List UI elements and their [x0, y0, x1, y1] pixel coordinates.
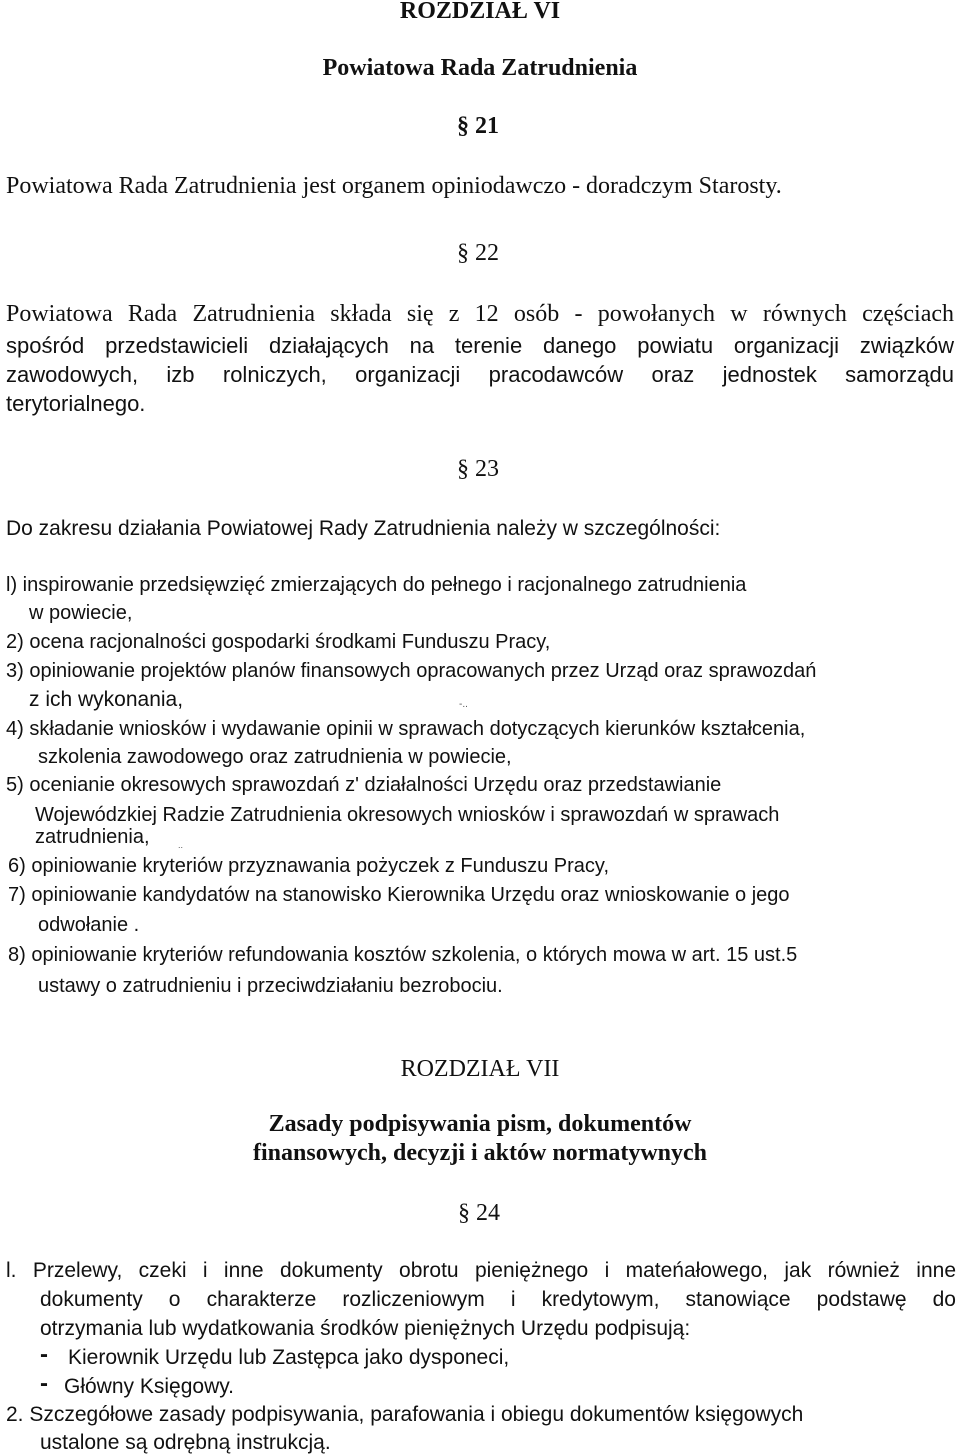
paragraph-24-text: ustalone są odrębną instrukcją. — [40, 1431, 331, 1454]
paragraph-22-line: zawodowych, izb rolniczych, organizacji pracodawców oraz jednostek samorządu — [6, 362, 954, 387]
list-item: 2) ocena racjonalności gospodarki środkami Funduszu Pracy, — [6, 631, 551, 653]
signer-item: Kierownik Urzędu lub Zastępca jako dysponeci, — [68, 1346, 510, 1369]
chapter6-title: Powiatowa Rada Zatrudnienia — [322, 55, 638, 81]
paragraph-24-text: 2. Szczegółowe zasady podpisywania, parafowania i obiegu dokumentów księgowych — [6, 1403, 804, 1426]
paragraph-21-text: Powiatowa Rada Zatrudnienia jest organem opiniodawczo - doradczym Starosty. — [6, 173, 782, 199]
dash-bullet: - — [40, 1370, 48, 1397]
list-item: 3) opiniowanie projektów planów finansowych opracowanych przez Urząd oraz sprawozdań — [6, 660, 817, 682]
list-item: 4) składanie wniosków i wydawanie opinii w sprawach dotyczących kierunków kształcenia, — [6, 718, 806, 740]
list-item-continuation: ustawy o zatrudnieniu i przeciwdziałaniu bezrobociu. — [38, 975, 503, 997]
paragraph-22-line: Powiatowa Rada Zatrudnienia składa się z 12 osób - powołanych w równych częściach — [6, 301, 954, 327]
chapter7-title-line: Zasady podpisywania pism, dokumentów — [268, 1111, 692, 1137]
list-item: 8) opiniowanie kryteriów refundowania kosztów szkolenia, o których mowa w art. 15 ust.5 — [8, 944, 798, 966]
chapter7-heading: ROZDZIAŁ VII — [400, 1056, 560, 1082]
list-item-continuation: zatrudnienia, — [35, 826, 150, 848]
scan-mark: .. — [178, 840, 184, 850]
paragraph-22-line: terytorialnego. — [6, 391, 146, 416]
paragraph-23-intro: Do zakresu działania Powiatowej Rady Zatrudnienia należy w szczególności: — [6, 517, 721, 540]
paragraph-24-text: dokumenty o charakterze rozliczeniowym i kredytowym, stanowiące podstawę do — [40, 1288, 956, 1311]
list-item: l) inspirowanie przedsięwzięć zmierzających do pełnego i racjonalnego zatrudnienia — [6, 574, 747, 596]
list-item: 5) ocenianie okresowych sprawozdań z' działalności Urzędu oraz przedstawianie — [6, 774, 722, 796]
list-item-continuation: w powiecie, — [29, 602, 133, 624]
list-item-continuation: szkolenia zawodowego oraz zatrudnienia w powiecie, — [38, 746, 512, 768]
list-item-continuation: z ich wykonania, — [29, 688, 184, 711]
list-item-continuation: odwołanie . — [38, 914, 140, 936]
paragraph-24-text: l. Przelewy, czeki i inne dokumenty obrotu pieniężnego i mateńałowego, jak również inne — [6, 1259, 956, 1282]
paragraph-21-number: § 21 — [457, 113, 499, 139]
paragraph-22-line: spośród przedstawicieli działających na terenie danego powiatu organizacji związków — [6, 333, 954, 358]
list-item-continuation: Wojewódzkiej Radzie Zatrudnienia okresowych wniosków i sprawozdań w sprawach — [35, 804, 780, 826]
paragraph-22-number: § 22 — [457, 240, 499, 266]
list-item: 6) opiniowanie kryteriów przyznawania pożyczek z Funduszu Pracy, — [8, 855, 610, 877]
list-item: 7) opiniowanie kandydatów na stanowisko Kierownika Urzędu oraz wnioskowanie o jego — [8, 884, 790, 906]
chapter6-heading: ROZDZIAŁ VI — [399, 0, 561, 24]
dash-bullet: - — [40, 1341, 48, 1368]
paragraph-23-number: § 23 — [457, 456, 499, 482]
scan-mark: -.. — [459, 699, 468, 710]
chapter7-title-line: finansowych, decyzji i aktów normatywnych — [253, 1140, 707, 1166]
paragraph-24-number: § 24 — [458, 1200, 500, 1226]
paragraph-24-text: otrzymania lub wydatkowania środków pieniężnych Urzędu podpisują: — [40, 1317, 691, 1340]
signer-item: Główny Księgowy. — [64, 1375, 235, 1398]
